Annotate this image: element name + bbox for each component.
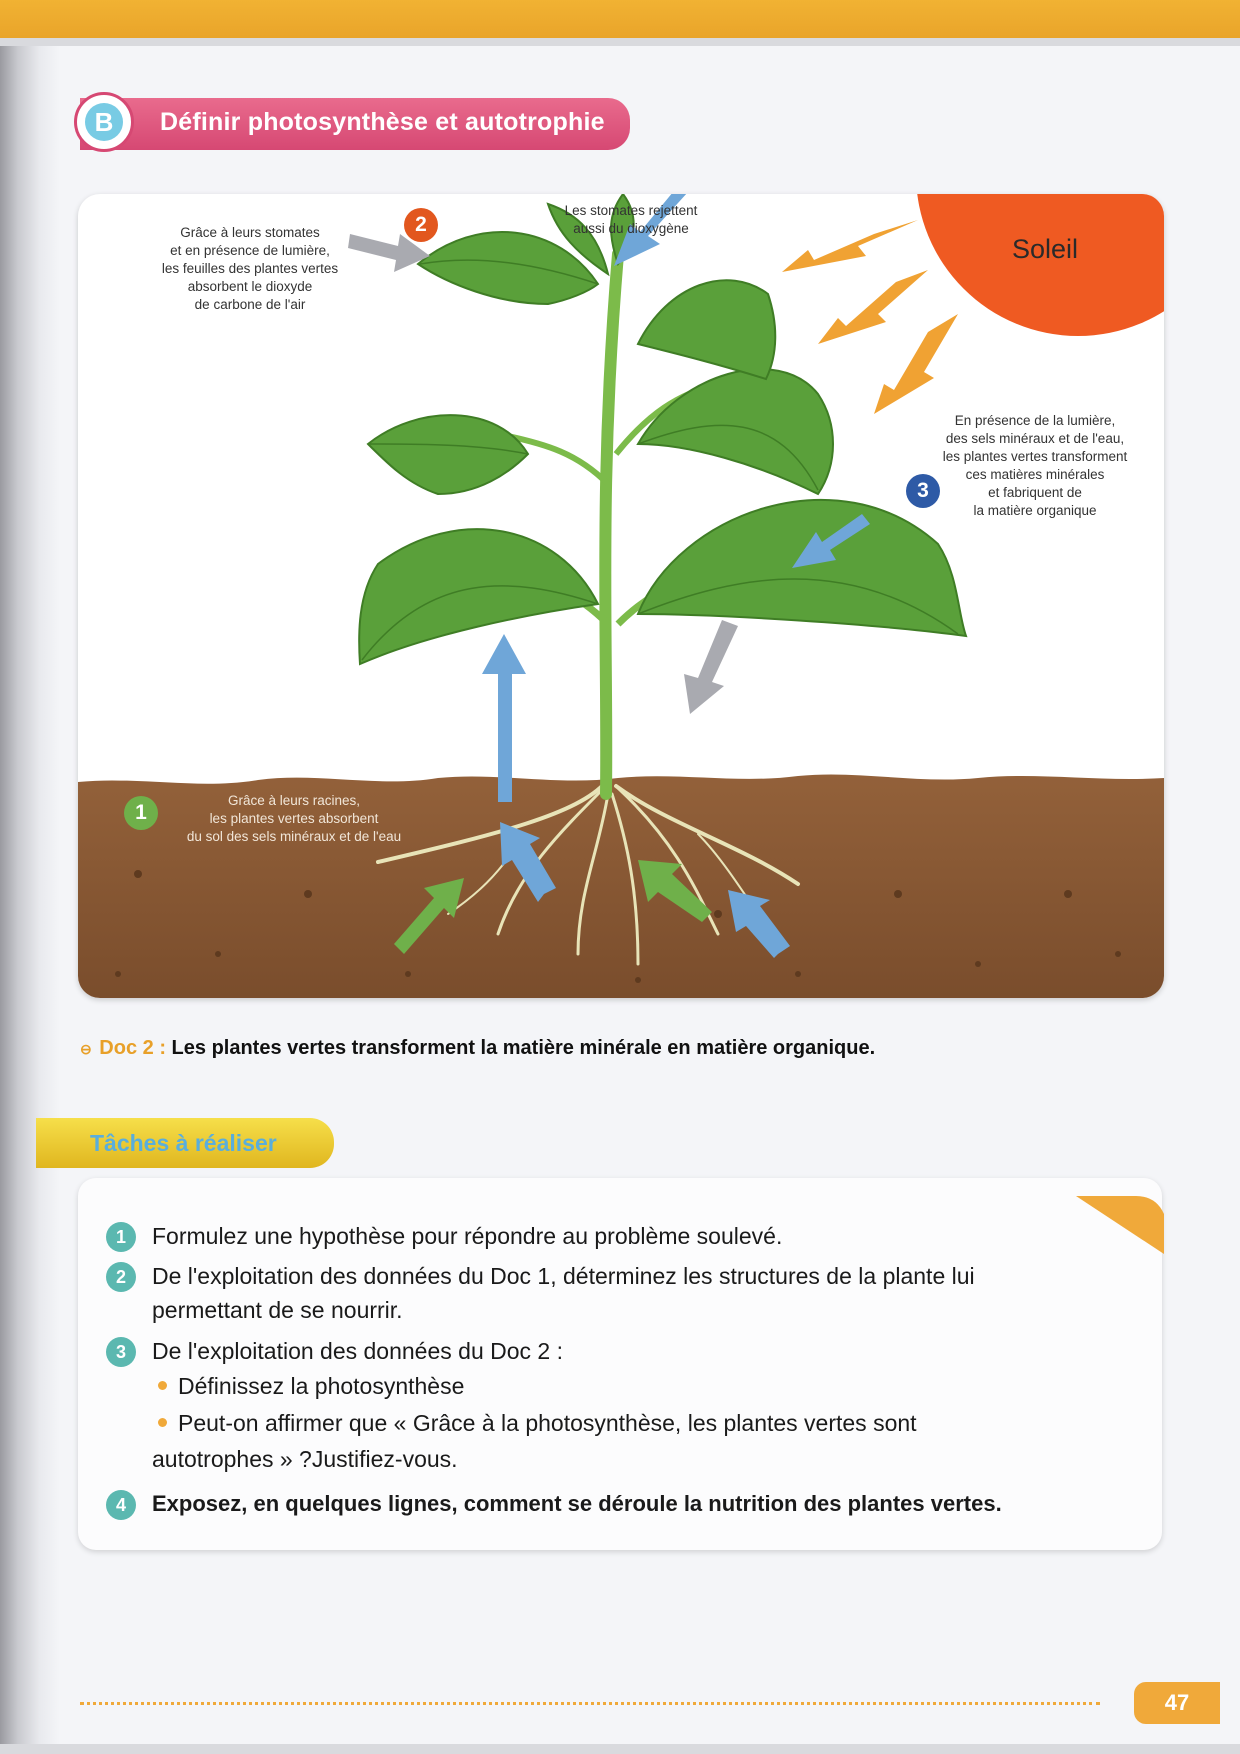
section-title: Définir photosynthèse et autotrophie [160,108,605,136]
bullet-dot [158,1418,167,1427]
annotation-line: Les stomates rejettent [564,203,698,218]
annotation-roots [174,792,414,846]
annotation-line: les plantes vertes absorbent [209,811,379,826]
annotation-line: du sol des sels minéraux et de l'eau [186,829,402,844]
tasks-title: Tâches à réaliser [90,1130,277,1156]
task-1-text: Formulez une hypothèse pour répondre au problème soulevé. [152,1223,783,1249]
plant-nutrition-diagram [78,194,1164,998]
task-2-text-line2: permettant de se nourrir. [152,1297,403,1323]
task-number: 1 [106,1222,136,1252]
task-4-text: Exposez, en quelques lignes, comment se déroule la nutrition des plantes vertes. [152,1491,1002,1516]
annotation-line: aussi du dioxygène [573,221,689,236]
annotation-line: absorbent le dioxyde [187,279,313,294]
task-number: 2 [106,1262,136,1292]
annotation-line: des sels minéraux et de l'eau, [945,431,1125,446]
task-3-bullet-2-line2: autotrophes » ?Justifiez-vous. [152,1446,458,1472]
annotation-line: et fabriquent de [988,485,1082,500]
diagram-illustration [78,194,1164,998]
footer-dotted-line [80,1702,1100,1705]
annotation-transformation [922,412,1148,520]
sun-label: Soleil [1012,234,1079,264]
leaf-big-left [359,529,598,664]
annotation-line: la matière organique [973,503,1097,518]
leaf-mid-right [638,369,833,494]
card-corner-fold [1076,1196,1164,1254]
bottom-band [0,1744,1240,1754]
task-3-bullet-1: Définissez la photosynthèse [178,1373,465,1399]
top-color-band [0,0,1240,42]
annotation-number-2: 2 [404,208,438,242]
annotation-line: de carbone de l'air [194,297,306,312]
annotation-line: les plantes vertes transforment [942,449,1128,464]
caption-text: Les plantes vertes transforment la matière minérale en matière organique. [171,1037,876,1059]
annotation-line: ces matières minérales [965,467,1105,482]
annotation-stomata-absorb [140,224,360,314]
leaf-upper-right [638,280,775,379]
section-badge-letter: B [85,103,123,141]
task-3-text: De l'exploitation des données du Doc 2 : [152,1338,563,1364]
annotation-number-3: 3 [906,474,940,508]
task-2-text-line1: De l'exploitation des données du Doc 1, déterminez les structures de la plante lui [152,1263,975,1289]
sun [916,194,1164,336]
bullet-dot [158,1381,167,1390]
page-number: 47 [1134,1682,1220,1724]
task-number: 3 [106,1337,136,1367]
annotation-line: Grâce à leurs stomates [180,225,320,240]
task-3-bullet-2-line1: Peut-on affirmer que « Grâce à la photosynthèse, les plantes vertes sont [178,1410,917,1436]
annotation-number-1: 1 [124,796,158,830]
section-badge [74,92,134,152]
stem [605,254,618,794]
task-number: 4 [106,1490,136,1520]
annotation-line: En présence de la lumière, [954,413,1116,428]
leaf-big-right [638,500,966,636]
annotation-line: et en présence de lumière, [170,243,330,258]
figure-caption [80,1037,875,1060]
annotation-stomata-oxygen [546,202,716,238]
caption-label: Doc 2 : [99,1037,166,1059]
top-band-edge [0,38,1240,46]
annotation-line: les feuilles des plantes vertes [161,261,339,276]
leaf-mid-left [368,415,528,494]
doc-icon: ⊖ [80,1041,92,1057]
annotation-line: Grâce à leurs racines, [227,793,361,808]
